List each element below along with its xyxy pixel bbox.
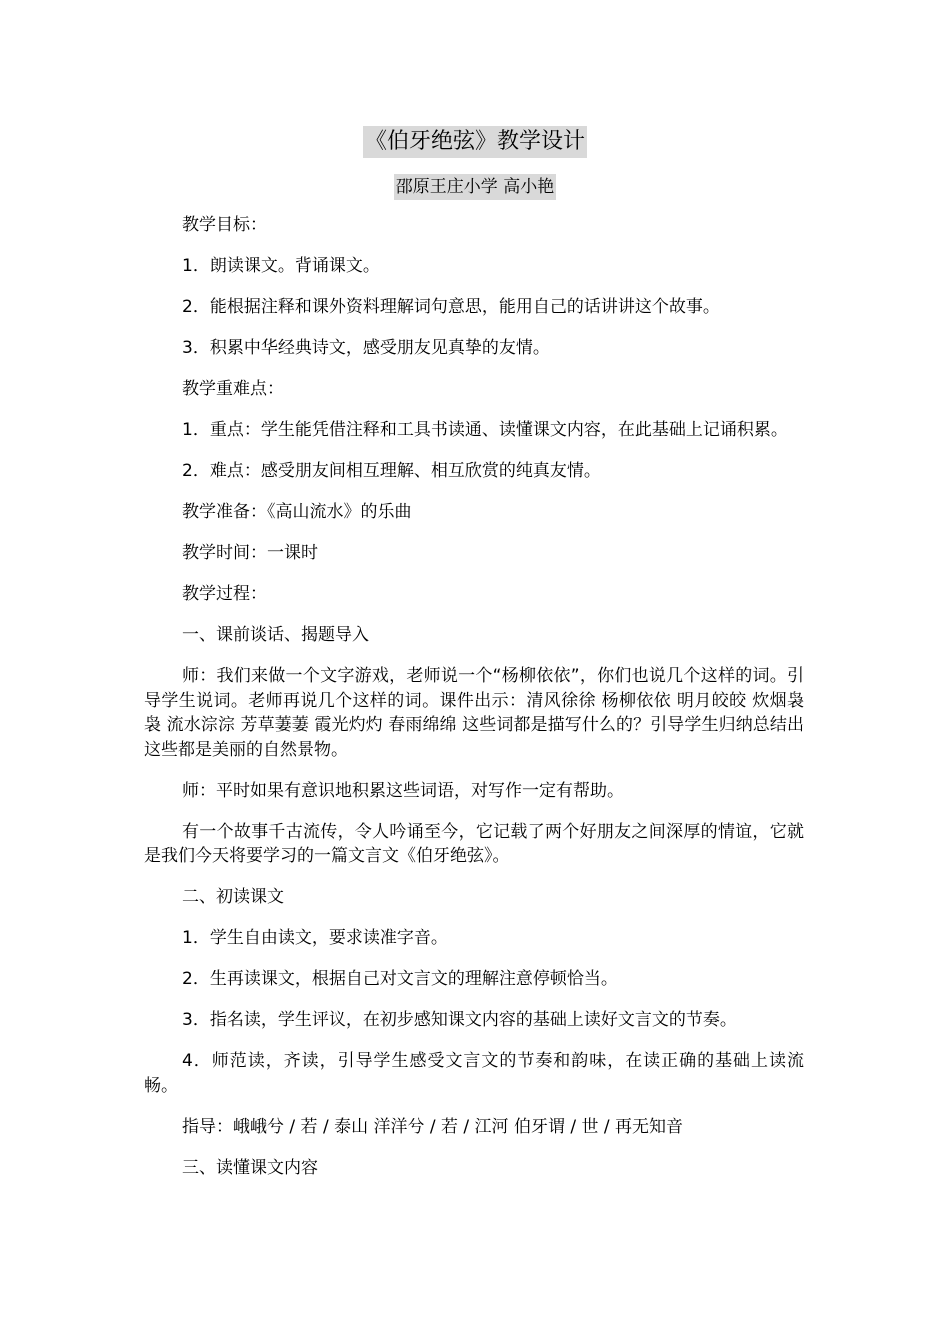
key-point-item: 1．重点：学生能凭借注释和工具书读通、读懂课文内容，在此基础上记诵积累。 — [182, 420, 788, 440]
objective-item: 3．积累中华经典诗文，感受朋友见真挚的友情。 — [182, 338, 550, 358]
guidance-line: 指导：峨峨兮 / 若 / 泰山 洋洋兮 / 若 / 江河 伯牙谓 / 世 / 再无知音 — [182, 1116, 684, 1137]
document-title: 《伯牙绝弦》教学设计 — [363, 126, 587, 158]
step-heading: 一、课前谈话、揭题导入 — [182, 625, 369, 645]
time-line: 教学时间：一课时 — [182, 543, 318, 563]
body-paragraph: 有一个故事千古流传，令人吟诵至今，它记载了两个好朋友之间深厚的情谊，它就是我们今天将要学习的一篇文言文《伯牙绝弦》。 — [144, 821, 804, 866]
preparation-line: 教学准备：《高山流水》的乐曲 — [182, 502, 412, 522]
body-paragraph: 师：我们来做一个文字游戏，老师说一个“杨柳依依”，你们也说几个这样的词。引导学生说词。老师再说几个这样的词。课件出示：清风徐徐 杨柳依依 明月皎皎 炊烟袅袅 流水淙淙 芳草萋萋 霞光灼灼 春雨绵绵 这些词都是描写什么的？引导学生归纳总结出这些都是美丽的自然景物。 — [144, 666, 804, 760]
step-item: 1．学生自由读文，要求读准字音。 — [182, 928, 448, 948]
step-heading: 二、初读课文 — [182, 887, 284, 907]
objective-item: 2．能根据注释和课外资料理解词句意思，能用自己的话讲讲这个故事。 — [182, 297, 720, 317]
subtitle-container — [0, 174, 950, 200]
step-item: 3．指名读，学生评议，在初步感知课文内容的基础上读好文言文的节奏。 — [182, 1010, 737, 1030]
body-paragraph: 师：平时如果有意识地积累这些词语，对写作一定有帮助。 — [182, 780, 624, 801]
step-heading: 三、读懂课文内容 — [182, 1157, 318, 1178]
document-author-line: 邵原王庄小学 高小艳 — [394, 174, 556, 200]
section-heading-process: 教学过程： — [182, 584, 267, 604]
step-item: 4．师范读，齐读，引导学生感受文言文的节奏和韵味，在读正确的基础上读流畅。 — [144, 1051, 804, 1096]
section-heading-key-points: 教学重难点： — [182, 379, 284, 399]
document-body — [144, 213, 804, 1197]
key-point-item: 2．难点：感受朋友间相互理解、相互欣赏的纯真友情。 — [182, 461, 601, 481]
objective-item: 1．朗读课文。背诵课文。 — [182, 256, 380, 276]
section-heading-objectives: 教学目标： — [182, 215, 267, 235]
title-container — [0, 126, 950, 158]
step-item: 2．生再读课文，根据自己对文言文的理解注意停顿恰当。 — [182, 969, 618, 989]
